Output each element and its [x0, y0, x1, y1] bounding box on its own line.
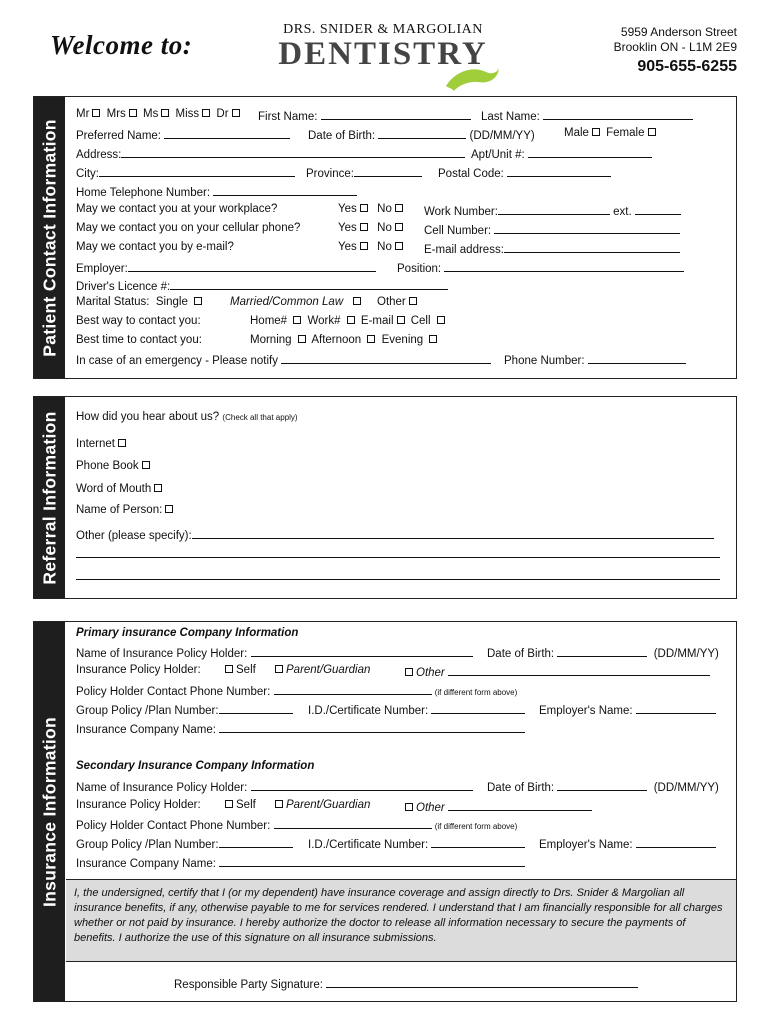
- logo-dentistry: DENTISTRY: [278, 36, 488, 72]
- postal-label: Postal Code:: [438, 168, 504, 180]
- city-row: [76, 165, 295, 180]
- city-field[interactable]: [99, 165, 295, 177]
- s-contact-label: Policy Holder Contact Phone Number:: [76, 820, 271, 832]
- home-phone-row: [76, 184, 357, 199]
- ref-internet-label: Internet: [76, 438, 115, 450]
- cell-number-field[interactable]: [494, 222, 680, 234]
- q-work-options: [338, 203, 406, 215]
- first-name-row: [258, 108, 471, 123]
- male-checkbox[interactable]: [592, 128, 600, 136]
- ref-word-label: Word of Mouth: [76, 483, 152, 495]
- patient-sidebar: [34, 97, 65, 378]
- insurance-sidebar: [34, 622, 65, 1001]
- apt-row: [471, 146, 652, 161]
- p-group-row: [76, 702, 293, 717]
- p-other-label: Other: [416, 667, 445, 679]
- p-group-label: Group Policy /Plan Number:: [76, 705, 219, 717]
- cell-number-label: Cell Number:: [424, 225, 492, 237]
- referral-section: [33, 396, 737, 599]
- referral-question-row: [76, 411, 298, 423]
- p-dob-row: [487, 645, 719, 660]
- yes-label: Yes: [338, 222, 357, 234]
- position-label: Position:: [397, 263, 442, 275]
- s-self-label: Self: [236, 799, 256, 811]
- emergency-label: In case of an emergency - Please notify: [76, 355, 278, 367]
- marital-other-row: [377, 296, 420, 308]
- clinic-phone: 905-655-6255: [637, 58, 737, 75]
- street-address: 5959 Anderson Street: [620, 25, 737, 39]
- ref-phonebook-row: [76, 460, 153, 472]
- p-employer-label: Employer's Name:: [539, 705, 633, 717]
- p-cert-label: I.D./Certificate Number:: [308, 705, 429, 717]
- p-contact-label: Policy Holder Contact Phone Number:: [76, 686, 271, 698]
- email-address-field[interactable]: [504, 241, 680, 253]
- best-time-options: [250, 334, 440, 346]
- employer-field[interactable]: [128, 260, 376, 272]
- common-law-checkbox[interactable]: [353, 297, 361, 305]
- time-morning-checkbox[interactable]: [298, 335, 306, 343]
- title-miss: Miss: [175, 108, 200, 120]
- yes-label: Yes: [338, 241, 357, 253]
- s-contact-row: [76, 817, 517, 832]
- work-no-checkbox[interactable]: [395, 204, 403, 212]
- p-holder-name-row: [76, 645, 473, 660]
- title-mr: Mr: [76, 108, 90, 120]
- p-parent-checkbox[interactable]: [275, 665, 283, 673]
- p-other-field[interactable]: [448, 664, 710, 676]
- work-number-row: [424, 203, 681, 218]
- ref-other-row: [76, 527, 714, 542]
- common-law-label: Married/Common Law: [230, 296, 344, 308]
- emergency-row: [76, 352, 491, 367]
- position-field[interactable]: [444, 260, 684, 272]
- licence-field[interactable]: [170, 278, 448, 290]
- last-name-label: Last Name:: [481, 111, 540, 123]
- dob-row: [308, 127, 535, 142]
- p-self-checkbox[interactable]: [225, 665, 233, 673]
- miss-checkbox[interactable]: [202, 109, 210, 117]
- insurance-section: [33, 621, 737, 1002]
- last-name-row: [481, 108, 693, 123]
- consent-statement: I, the undersigned, certify that I (or my dependent) have insurance coverage and assign directly to Drs. Snider & Margolian all insurance benefits, if any, otherwise payable to me for services rendered. I understand that I am financially responsible for all charges whether or not paid by insurance. I hereby authorize the doctor to release all information necessary to secure the payments of benefits. I authorize the use of this signature on all insurance submissions.: [66, 879, 736, 962]
- city-postal: Brooklin ON - L1M 2E9: [613, 40, 737, 54]
- apt-label: Apt/Unit #:: [471, 149, 525, 161]
- no-label: No: [377, 203, 392, 215]
- p-company-row: [76, 721, 525, 736]
- ref-phonebook-label: Phone Book: [76, 460, 139, 472]
- work-yes-checkbox[interactable]: [360, 204, 368, 212]
- single-checkbox[interactable]: [194, 297, 202, 305]
- way-home-checkbox[interactable]: [293, 316, 301, 324]
- postal-field[interactable]: [507, 165, 611, 177]
- email-address-row: [424, 241, 680, 256]
- p-dob-format: (DD/MM/YY): [653, 648, 719, 660]
- s-group-label: Group Policy /Plan Number:: [76, 839, 219, 851]
- address-row: [76, 146, 465, 161]
- marital-row: [76, 296, 205, 308]
- licence-row: [76, 278, 448, 293]
- logo-doctors: DRS. SNIDER & MARGOLIAN: [283, 22, 483, 37]
- dob-format: (DD/MM/YY): [469, 130, 535, 142]
- postal-row: [438, 165, 611, 180]
- p-employer-field[interactable]: [636, 702, 716, 714]
- home-phone-label: Home Telephone Number:: [76, 187, 211, 199]
- ref-other-label: Other (please specify):: [76, 530, 192, 542]
- s-parent-checkbox[interactable]: [275, 800, 283, 808]
- way-home-label: Home#: [250, 315, 288, 327]
- s-self-row: [222, 799, 256, 811]
- ref-internet-row: [76, 438, 129, 450]
- time-afternoon-label: Afternoon: [311, 334, 362, 346]
- way-email-checkbox[interactable]: [397, 316, 405, 324]
- dob-field[interactable]: [378, 127, 466, 139]
- time-morning-label: Morning: [250, 334, 292, 346]
- p-parent-row: [272, 664, 370, 676]
- mr-checkbox[interactable]: [92, 109, 100, 117]
- way-cell-label: Cell: [410, 315, 431, 327]
- ref-person-label: Name of Person:: [76, 504, 163, 516]
- s-contact-field[interactable]: [274, 817, 432, 829]
- p-company-label: Insurance Company Name:: [76, 724, 216, 736]
- first-name-label: First Name:: [258, 111, 318, 123]
- p-dob-field[interactable]: [557, 645, 647, 657]
- emergency-contact-field[interactable]: [281, 352, 491, 364]
- signature-field[interactable]: [326, 976, 638, 988]
- clinic-logo: [276, 22, 496, 90]
- secondary-heading: Secondary Insurance Company Information: [76, 760, 315, 772]
- male-label: Male: [564, 127, 589, 139]
- ref-other-line-2[interactable]: [76, 557, 720, 558]
- s-employer-label: Employer's Name:: [539, 839, 633, 851]
- title-ms: Ms: [143, 108, 159, 120]
- province-label: Province:: [306, 168, 354, 180]
- address-label: Address:: [76, 149, 122, 161]
- p-contact-row: [76, 683, 517, 698]
- way-work-checkbox[interactable]: [347, 316, 355, 324]
- p-other-checkbox[interactable]: [405, 668, 413, 676]
- signature-label: Responsible Party Signature:: [174, 979, 323, 991]
- s-holder-name-label: Name of Insurance Policy Holder:: [76, 782, 248, 794]
- province-row: [306, 165, 422, 180]
- home-phone-field[interactable]: [213, 184, 357, 196]
- leaf-swoosh-icon: [444, 66, 500, 92]
- s-cert-row: [308, 836, 525, 851]
- p-group-field[interactable]: [219, 702, 293, 714]
- ext-label: ext.: [613, 206, 632, 218]
- position-row: [397, 260, 684, 275]
- mrs-checkbox[interactable]: [129, 109, 137, 117]
- cell-no-checkbox[interactable]: [395, 223, 403, 231]
- patient-section-title: Patient Contact Information: [39, 118, 59, 357]
- best-way-options: [250, 315, 448, 327]
- preferred-name-label: Preferred Name:: [76, 130, 162, 142]
- ref-person-row: [76, 504, 176, 516]
- email-no-checkbox[interactable]: [395, 242, 403, 250]
- common-law-box: [350, 296, 364, 308]
- referral-question: How did you hear about us?: [76, 411, 220, 423]
- work-number-label: Work Number:: [424, 206, 498, 218]
- p-holder-label: Insurance Policy Holder:: [76, 664, 201, 676]
- p-cert-field[interactable]: [431, 702, 525, 714]
- s-group-field[interactable]: [219, 836, 293, 848]
- ref-person-checkbox[interactable]: [165, 505, 173, 513]
- p-company-field[interactable]: [219, 721, 525, 733]
- ext-field[interactable]: [635, 203, 681, 215]
- city-label: City:: [76, 168, 99, 180]
- p-other-row: [402, 664, 710, 679]
- s-dob-field[interactable]: [557, 779, 647, 791]
- s-company-row: [76, 855, 525, 870]
- dob-label: Date of Birth:: [308, 130, 376, 142]
- p-holder-name-field[interactable]: [251, 645, 473, 657]
- s-group-row: [76, 836, 293, 851]
- primary-heading: Primary insurance Company Information: [76, 627, 299, 639]
- q-email-options: [338, 241, 406, 253]
- s-dob-label: Date of Birth:: [487, 782, 555, 794]
- email-yes-checkbox[interactable]: [360, 242, 368, 250]
- referral-section-title: Referral Information: [39, 410, 59, 585]
- signature-row: [174, 976, 638, 991]
- insurance-section-title: Insurance Information: [39, 716, 59, 907]
- last-name-field[interactable]: [543, 108, 693, 120]
- s-other-label: Other: [416, 802, 445, 814]
- s-cert-field[interactable]: [431, 836, 525, 848]
- email-address-label: E-mail address:: [424, 244, 504, 256]
- licence-label: Driver's Licence #:: [76, 281, 171, 293]
- time-afternoon-checkbox[interactable]: [367, 335, 375, 343]
- title-row: [76, 108, 243, 120]
- p-dob-label: Date of Birth:: [487, 648, 555, 660]
- s-parent-row: [272, 799, 370, 811]
- s-self-checkbox[interactable]: [225, 800, 233, 808]
- p-parent-label: Parent/Guardian: [286, 664, 371, 676]
- female-label: Female: [606, 127, 645, 139]
- s-other-field[interactable]: [448, 799, 592, 811]
- q-cell-options: [338, 222, 406, 234]
- p-cert-row: [308, 702, 525, 717]
- s-parent-label: Parent/Guardian: [286, 799, 371, 811]
- p-self-row: [222, 664, 256, 676]
- s-dob-format: (DD/MM/YY): [653, 782, 719, 794]
- ref-internet-checkbox[interactable]: [118, 439, 126, 447]
- employer-row: [76, 260, 376, 275]
- q-work-label: May we contact you at your workplace?: [76, 203, 278, 215]
- emergency-phone-row: [504, 352, 686, 367]
- address-field[interactable]: [121, 146, 465, 158]
- single-label: Single: [155, 296, 188, 308]
- s-holder-name-row: [76, 779, 473, 794]
- ms-checkbox[interactable]: [161, 109, 169, 117]
- p-self-label: Self: [236, 664, 256, 676]
- marital-other-checkbox[interactable]: [409, 297, 417, 305]
- best-time-label: Best time to contact you:: [76, 334, 202, 346]
- patient-contact-section: [33, 96, 737, 379]
- title-dr: Dr: [216, 108, 229, 120]
- dr-checkbox[interactable]: [232, 109, 240, 117]
- apt-field[interactable]: [528, 146, 652, 158]
- s-employer-row: [539, 836, 716, 851]
- clinic-address: [614, 25, 737, 55]
- time-evening-checkbox[interactable]: [429, 335, 437, 343]
- best-way-label: Best way to contact you:: [76, 315, 201, 327]
- no-label: No: [377, 241, 392, 253]
- way-cell-checkbox[interactable]: [437, 316, 445, 324]
- preferred-row: [76, 127, 290, 142]
- way-email-label: E-mail: [360, 315, 394, 327]
- s-other-checkbox[interactable]: [405, 803, 413, 811]
- ref-other-line-3[interactable]: [76, 579, 720, 580]
- s-holder-label: Insurance Policy Holder:: [76, 799, 201, 811]
- s-employer-field[interactable]: [636, 836, 716, 848]
- q-email-label: May we contact you by e-mail?: [76, 241, 234, 253]
- referral-sidebar: [34, 397, 65, 598]
- time-evening-label: Evening: [381, 334, 424, 346]
- ref-word-checkbox[interactable]: [154, 484, 162, 492]
- welcome-heading: Welcome to:: [50, 30, 193, 60]
- p-holder-name-label: Name of Insurance Policy Holder:: [76, 648, 248, 660]
- s-other-row: [402, 799, 592, 814]
- employer-label: Employer:: [76, 263, 128, 275]
- way-work-label: Work#: [307, 315, 341, 327]
- s-dob-row: [487, 779, 719, 794]
- no-label: No: [377, 222, 392, 234]
- marital-other-label: Other: [377, 296, 406, 308]
- yes-label: Yes: [338, 203, 357, 215]
- ref-other-field[interactable]: [192, 527, 714, 539]
- p-if-different: (if different form above): [434, 688, 518, 697]
- s-company-field[interactable]: [219, 855, 525, 867]
- cell-yes-checkbox[interactable]: [360, 223, 368, 231]
- first-name-field[interactable]: [321, 108, 471, 120]
- p-employer-row: [539, 702, 716, 717]
- ref-word-row: [76, 483, 165, 495]
- s-cert-label: I.D./Certificate Number:: [308, 839, 429, 851]
- s-company-label: Insurance Company Name:: [76, 858, 216, 870]
- female-checkbox[interactable]: [648, 128, 656, 136]
- preferred-name-field[interactable]: [164, 127, 290, 139]
- s-if-different: (if different form above): [434, 822, 518, 831]
- emergency-phone-label: Phone Number:: [504, 355, 585, 367]
- referral-note: (Check all that apply): [222, 413, 298, 422]
- gender-row: [564, 127, 659, 139]
- emergency-phone-field[interactable]: [588, 352, 686, 364]
- cell-number-row: [424, 222, 680, 237]
- ref-phonebook-checkbox[interactable]: [142, 461, 150, 469]
- p-contact-field[interactable]: [274, 683, 432, 695]
- province-field[interactable]: [354, 165, 422, 177]
- s-holder-name-field[interactable]: [251, 779, 473, 791]
- q-cell-label: May we contact you on your cellular phone?: [76, 222, 301, 234]
- title-mrs: Mrs: [106, 108, 126, 120]
- work-number-field[interactable]: [498, 203, 610, 215]
- marital-label: Marital Status:: [76, 296, 150, 308]
